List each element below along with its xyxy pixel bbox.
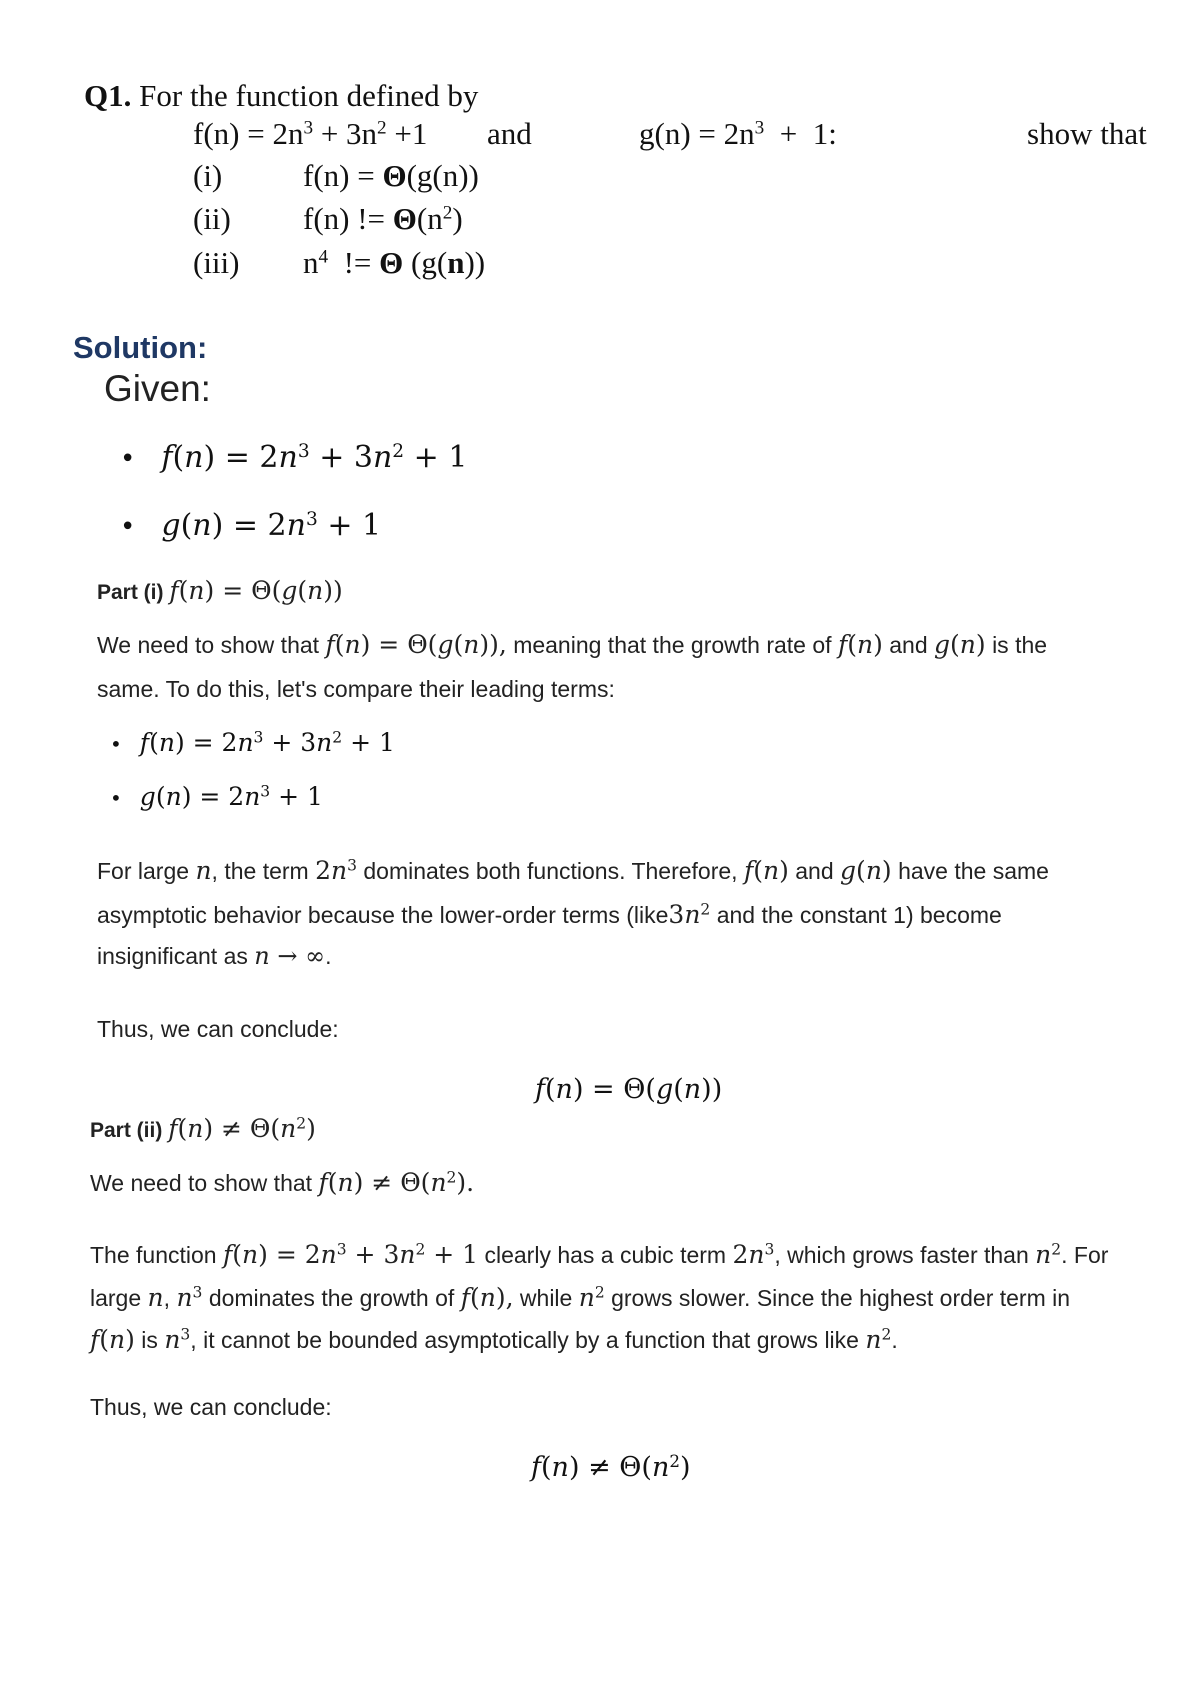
show-that: show that (1027, 116, 1147, 151)
item-expr-i: f(n) = Θ(g(n)) (303, 158, 479, 193)
given-item-g: • $g(n) = 2n^3 + 1$ (120, 508, 382, 543)
part2-heading: Part (ii) $f(n) \ne \Theta(n^2)$ (90, 1114, 316, 1143)
part1-heading: Part (i) f(n) = Θ(g(n)) (97, 576, 343, 605)
part1-intro-line1: We need to show that f(n) = Θ(g(n)), meaning that the growth rate of f(n) and g(n) is the (97, 630, 1048, 659)
and-word: and (487, 116, 532, 151)
part1-para-line2: asymptotic behavior because the lower-order terms ($like3n^2$ and the constant 1) become (97, 900, 1002, 929)
part2-line2: large n, $n^3$ dominates the growth of f(n), while $n^2$ grows slower. Since the highest order term in (90, 1283, 1071, 1312)
g-definition: $g(n) = 2n^3 + 1$: (639, 116, 837, 151)
item-label-ii: (ii) (193, 201, 231, 236)
part2-thus: Thus, we can conclude: (90, 1394, 332, 1420)
solution-heading: Solution: (73, 330, 208, 365)
part1-para-line1: For large n, the term $2n^3$ dominates both functions. Therefore, f(n) and g(n) have the same (97, 856, 1049, 885)
given-item-f: • $f(n) = 2n^3 + 3n^2 + 1$ (120, 440, 468, 475)
item-label-iii: (iii) (193, 245, 240, 280)
question-intro: For the function defined by (139, 78, 479, 113)
part2-line1: The function $f(n) = 2n^3 + 3n^2 + 1$ clearly has a cubic term $2n^3$, which grows faster than $n^2$. For (90, 1240, 1109, 1269)
item-expr-iii: $n^4$ != Θ (g(n)) (303, 245, 486, 280)
item-label-i: (i) (193, 158, 223, 193)
part1-bullet-g: • $g(n) = 2n^3 + 1$ (110, 782, 323, 811)
item-expr-ii: f(n) != $\Theta(n^2)$ (303, 201, 463, 236)
part1-intro-line2: same. To do this, let's compare their leading terms: (97, 676, 615, 702)
question-intro-line (84, 78, 478, 114)
part1-para-line3: insignificant as n → ∞. (97, 942, 332, 970)
part1-bullet-f: • $f(n) = 2n^3 + 3n^2 + 1$ (110, 728, 395, 757)
part1-thus: Thus, we can conclude: (97, 1016, 339, 1042)
question-number: Q1. (84, 78, 132, 113)
part2-conclusion: $f(n) \ne \Theta(n^2)$ (531, 1450, 691, 1483)
part2-intro: We need to show that $f(n) \ne \Theta(n^2)$. (90, 1168, 475, 1197)
part1-conclusion: f(n) = Θ(g(n)) (535, 1074, 723, 1105)
part2-line3: f(n) is $n^3$, it cannot be bounded asymptotically by a function that grows like $n^2$. (90, 1325, 898, 1354)
f-definition: $f(n) = 2n^3 + 3n^2 +1$ (193, 116, 428, 151)
given-heading: Given: (104, 368, 211, 409)
